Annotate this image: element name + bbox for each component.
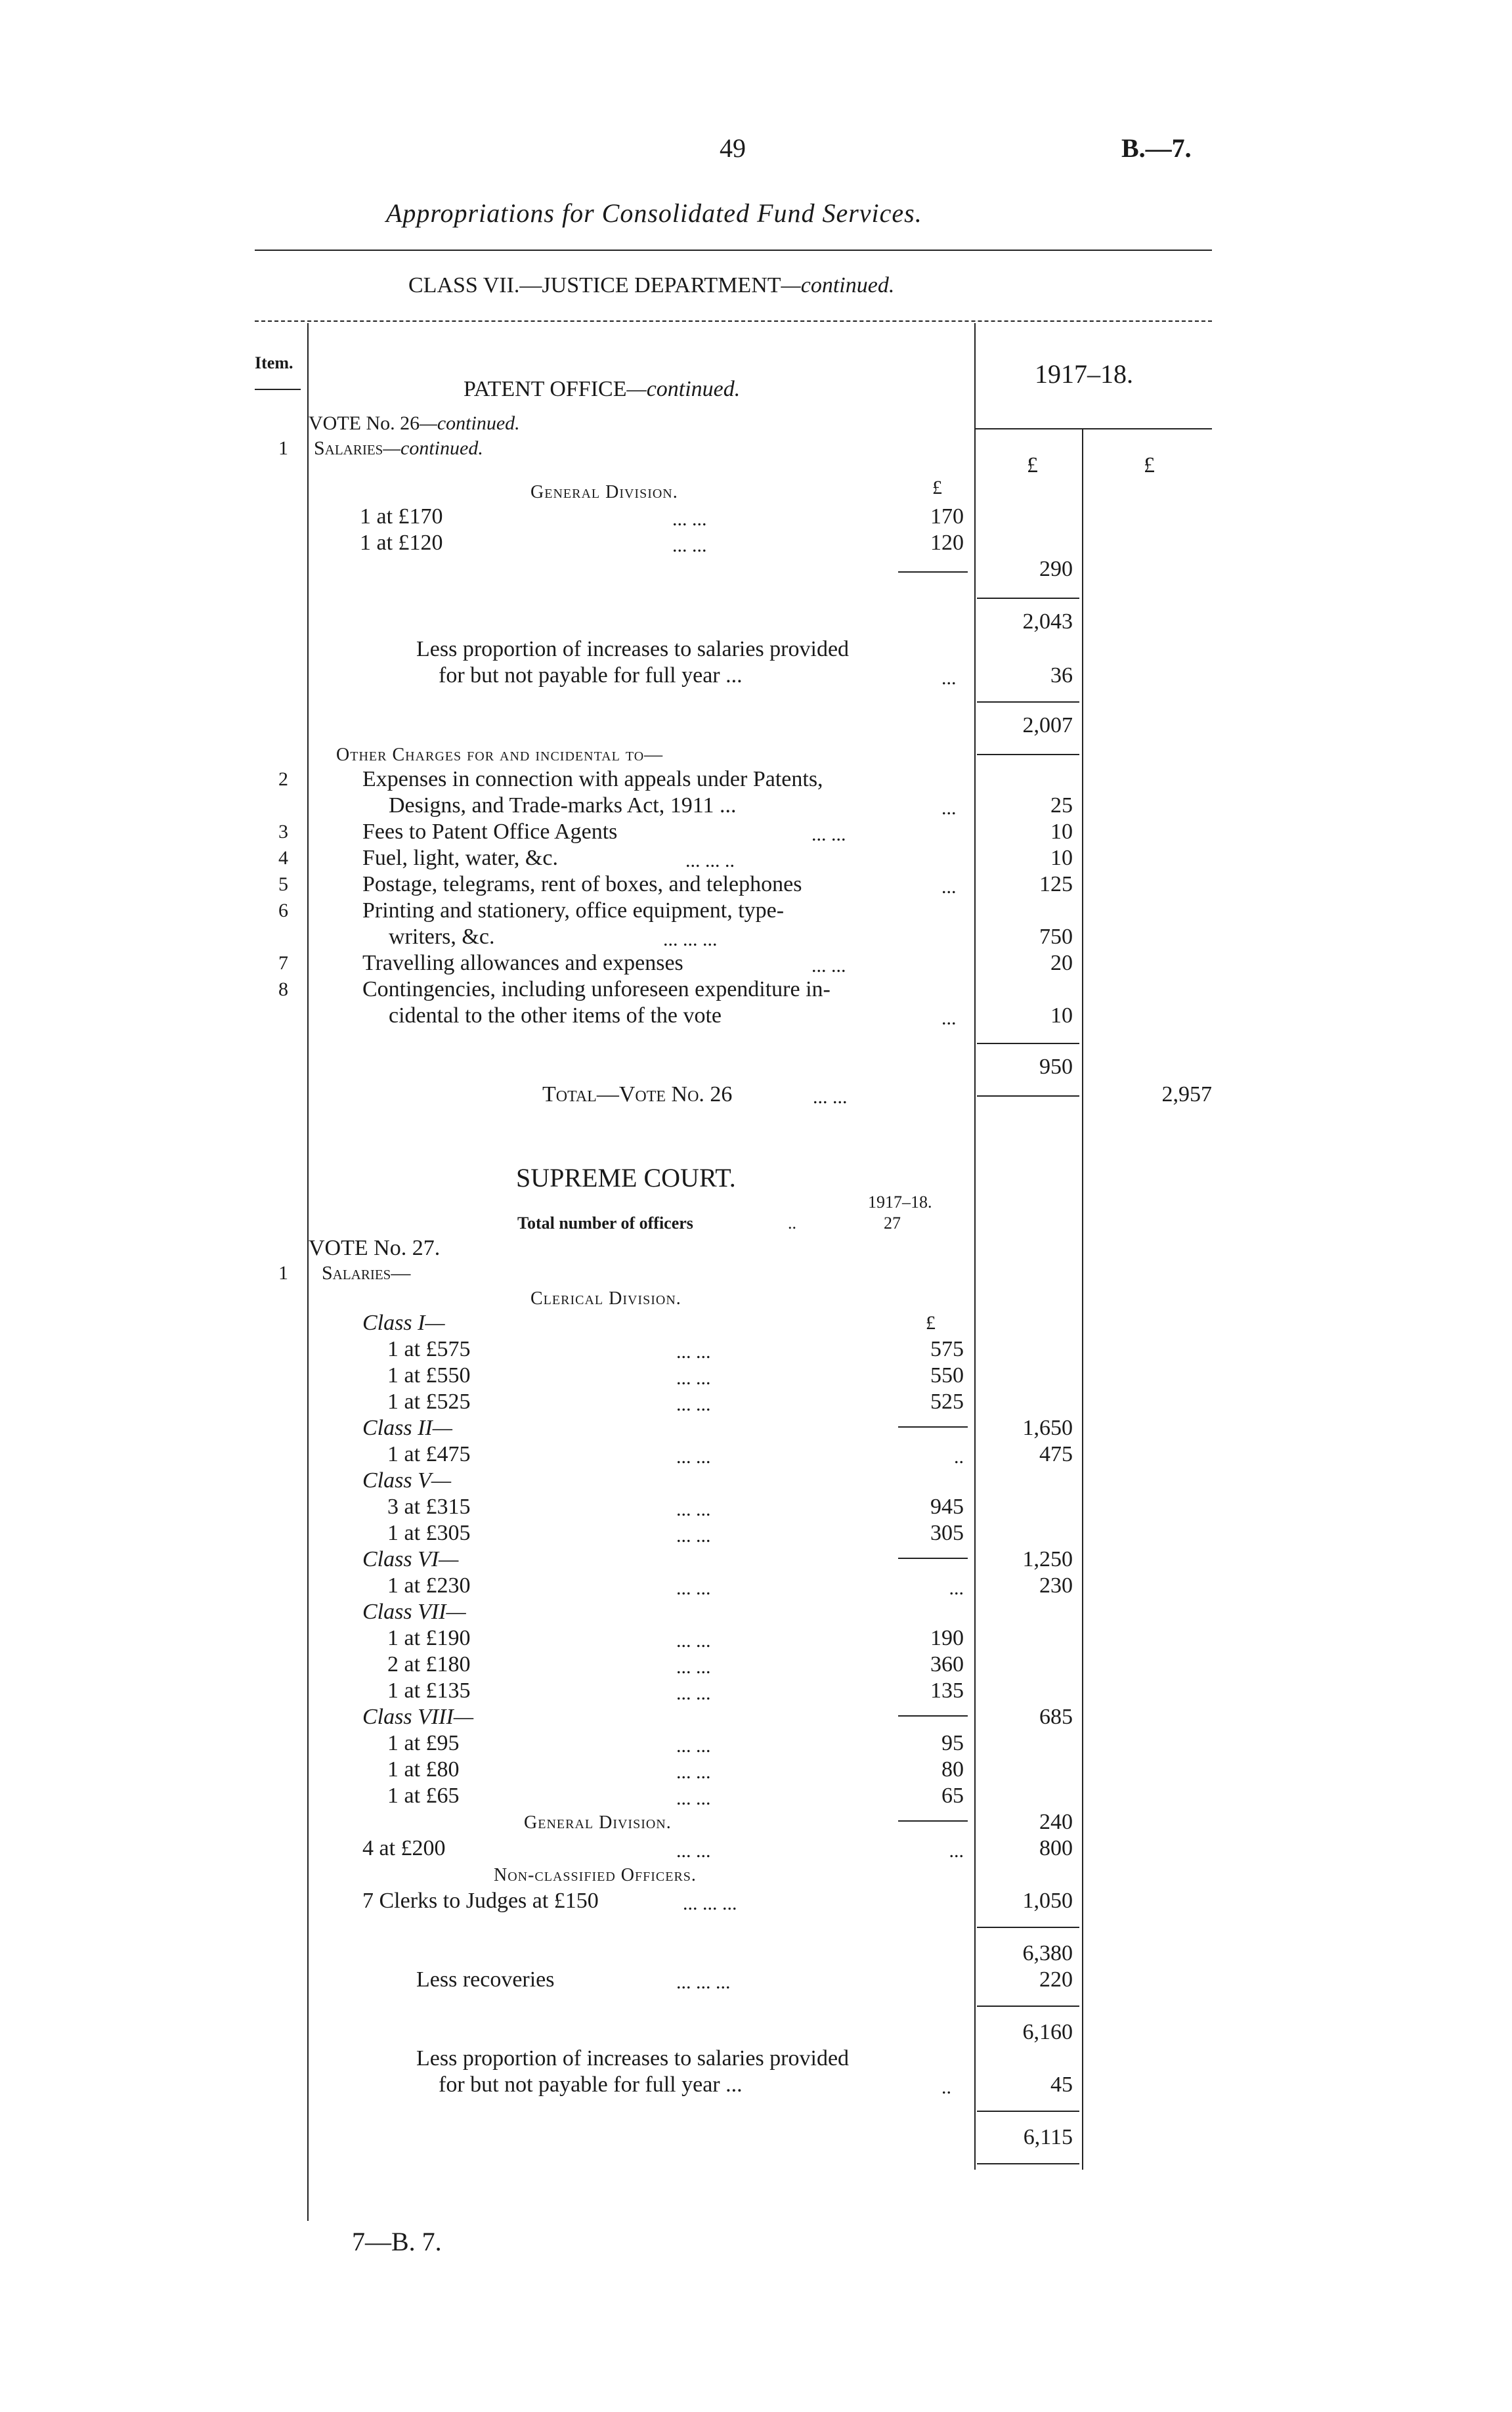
pound-sign: £ <box>926 1312 936 1334</box>
salaries-text: Salaries <box>314 437 383 459</box>
salary-row-label: 1 at £230 <box>387 1573 471 1598</box>
leader-dots: ... ... <box>672 535 707 556</box>
salary-row-label: 1 at £95 <box>387 1731 460 1755</box>
leader-dots: ... ... <box>676 1367 711 1389</box>
salary-row-label: 1 at £65 <box>387 1784 460 1808</box>
leader-dots: ... ... <box>676 1630 711 1652</box>
charge-line-2: writers, &c. <box>389 925 495 949</box>
item-column-divider <box>307 323 309 2221</box>
leader-dots: ... ... <box>676 1656 711 1678</box>
subtotal-rule <box>898 1426 968 1428</box>
charge-amount: 125 <box>1039 872 1073 896</box>
subtotal-rule <box>977 1043 1079 1044</box>
item-number: 7 <box>278 952 288 974</box>
less-recoveries-label: Less recoveries <box>416 1967 555 1992</box>
salary-row-amount: 550 <box>930 1363 964 1388</box>
leader-dots: ... ... <box>811 823 846 845</box>
leader-dots: ... ... <box>811 955 846 976</box>
officers-label: Total number of officers <box>517 1214 693 1233</box>
year-column-label: 1917–18. <box>1035 359 1133 389</box>
class-subtotal: 685 <box>1039 1705 1073 1729</box>
item-number: 8 <box>278 978 288 1000</box>
charge-line-1: Printing and stationery, office equipment, type- <box>362 898 785 923</box>
leader-dots: ... ... <box>676 1577 711 1599</box>
charge-line-1: Fuel, light, water, &c. <box>362 846 558 870</box>
charge-amount: 10 <box>1050 846 1073 870</box>
charges-total: 950 <box>1039 1055 1073 1079</box>
salary-row-label: 1 at £525 <box>387 1390 471 1414</box>
salary-row-label: 1 at £80 <box>387 1757 460 1782</box>
charge-line-1: Contingencies, including unforeseen expenditure in- <box>362 977 831 1001</box>
class-subtotal: 1,650 <box>1022 1416 1073 1440</box>
leader-dots: .. <box>941 2076 951 2098</box>
leader-dots: ... ... <box>676 1446 711 1468</box>
class-label: Class I— <box>362 1311 445 1335</box>
leader-dots: ... ... <box>672 508 707 530</box>
other-charges-heading: Other Charges for and incidental to— <box>336 745 664 765</box>
less-recoveries-amount: 220 <box>1039 1967 1073 1992</box>
officers-count: 27 <box>884 1214 901 1233</box>
salary-row-label: 1 at £475 <box>387 1442 471 1466</box>
leader-dots: ... ... <box>676 1840 711 1862</box>
item-number: 6 <box>278 900 288 921</box>
salary-row-label: 1 at £190 <box>387 1626 471 1650</box>
total-vote-26-text: Total—Vote No. 26 <box>542 1082 733 1107</box>
class-label: Class VI— <box>362 1547 459 1571</box>
charge-line-2: Designs, and Trade-marks Act, 1911 ... <box>389 793 737 818</box>
subtotal-rule <box>977 701 1079 703</box>
class-heading <box>408 274 894 297</box>
leader-dots: ... ... <box>676 1393 711 1415</box>
charge-amount: 10 <box>1050 1003 1073 1028</box>
salary-row-label: 1 at £550 <box>387 1363 471 1388</box>
salary-row-amount: 305 <box>930 1521 964 1545</box>
pound-sign: £ <box>932 477 942 498</box>
salary-row-label: 3 at £315 <box>387 1495 471 1519</box>
leader-dots: ... <box>941 797 957 819</box>
non-classified-heading: Non-classified Officers. <box>494 1865 697 1885</box>
patent-office-heading-text: PATENT OFFICE <box>464 377 627 401</box>
item-number: 3 <box>278 821 288 843</box>
leader-dots: ... ... <box>676 1682 711 1704</box>
subtotal-rule <box>898 1558 968 1559</box>
item-number: 2 <box>278 768 288 790</box>
salaries-continued-label <box>314 439 483 458</box>
leader-dots: ... ... <box>676 1735 711 1757</box>
salary-row-label: 2 at £180 <box>387 1652 471 1677</box>
leader-dots: ... ... ... <box>683 1893 737 1914</box>
title-rule <box>255 250 1212 251</box>
charge-amount: 750 <box>1039 925 1073 949</box>
subtotal-rule <box>977 598 1079 599</box>
leader-dots: ... ... ... <box>663 929 718 950</box>
salary-row-label: 1 at £135 <box>387 1678 471 1703</box>
class-label: Class VIII— <box>362 1705 474 1729</box>
less-proportion-line-1: Less proportion of increases to salaries provided <box>416 637 850 661</box>
salary-row-amount: 170 <box>930 504 964 529</box>
charge-amount: 20 <box>1050 951 1073 975</box>
leader-dots: ... <box>941 876 957 898</box>
salary-row-amount: 945 <box>930 1495 964 1519</box>
subtotal-rule <box>977 1095 1079 1097</box>
leader-dots: ... <box>941 667 957 689</box>
vote-26-label <box>309 414 520 433</box>
subtotal-amount: 290 <box>1039 557 1073 581</box>
charge-amount: 10 <box>1050 820 1073 844</box>
class-label: Class VII— <box>362 1600 466 1624</box>
subtotal-rule <box>977 2006 1079 2007</box>
general-division-heading: General Division. <box>524 1812 672 1833</box>
less-proportion-line-2: for but not payable for full year ... <box>439 663 743 688</box>
subtotal-rule <box>898 571 968 573</box>
pound-sign-col-b: £ <box>1144 453 1155 477</box>
amount-column-divider-right <box>1082 428 1083 2170</box>
amount-column-divider-left <box>974 323 976 2170</box>
vote-27-label: VOTE No. 27. <box>309 1236 441 1260</box>
general-division-heading: General Division. <box>530 482 678 502</box>
total-vote-26-amount: 2,957 <box>1161 1082 1212 1107</box>
salary-row-label: 1 at £170 <box>360 504 443 529</box>
item-number: 1 <box>278 437 288 459</box>
leader-dots: ... ... <box>676 1525 711 1546</box>
salary-row-label: 1 at £305 <box>387 1521 471 1545</box>
subtotal-rule <box>977 1927 1079 1928</box>
less-proportion-amount: 45 <box>1050 2072 1073 2097</box>
heading-rule <box>255 320 1212 322</box>
leader-dots: ... ... <box>676 1499 711 1520</box>
less-proportion-line-1: Less proportion of increases to salaries provided <box>416 2046 850 2071</box>
item-number: 1 <box>278 1262 288 1284</box>
less-proportion-amount: 36 <box>1050 663 1073 688</box>
salary-row-amount: 360 <box>930 1652 964 1677</box>
salary-row-amount: 120 <box>930 531 964 555</box>
total-amount: 2,043 <box>1022 609 1073 634</box>
charge-line-2: cidental to the other items of the vote <box>389 1003 722 1028</box>
salary-row-label: 1 at £575 <box>387 1337 471 1361</box>
charge-line-1: Expenses in connection with appeals under Patents, <box>362 767 823 791</box>
officers-year: 1917–18. <box>868 1193 932 1212</box>
leader-dots: ... <box>949 1840 964 1862</box>
patent-office-heading <box>464 378 740 401</box>
total-vote-26-label <box>542 1084 732 1106</box>
leader-dots: ... <box>949 1577 964 1599</box>
document-reference: B.—7. <box>1121 133 1192 163</box>
clerks-total: 1,050 <box>1022 1889 1073 1913</box>
class-subtotal: 240 <box>1039 1810 1073 1834</box>
class-label: Class V— <box>362 1468 452 1493</box>
leader-dots: ... ... ... <box>676 1971 731 1993</box>
charge-line-1: Postage, telegrams, rent of boxes, and telephones <box>362 872 802 896</box>
class-total: 230 <box>1039 1573 1073 1598</box>
subtotal-rule <box>977 754 1079 755</box>
page-number: 49 <box>720 133 746 163</box>
footer-signature: 7—B. 7. <box>352 2227 442 2256</box>
salary-row-amount: 65 <box>941 1784 964 1808</box>
charge-amount: 25 <box>1050 793 1073 818</box>
charge-line-1: Travelling allowances and expenses <box>362 951 683 975</box>
salary-row-amount: 80 <box>941 1757 964 1782</box>
class-label: Class II— <box>362 1416 452 1440</box>
leader-dots: ... <box>941 1007 957 1029</box>
leader-dots: ... ... <box>676 1787 711 1809</box>
subtotal-rule <box>898 1820 968 1822</box>
supreme-court-heading: SUPREME COURT. <box>516 1163 736 1193</box>
clerks-row-label: 7 Clerks to Judges at £150 <box>362 1889 599 1913</box>
leader-dots: ... ... <box>676 1341 711 1363</box>
salary-row-amount: 190 <box>930 1626 964 1650</box>
salaries-suffix: —continued. <box>383 437 483 459</box>
final-total-rule <box>977 2163 1079 2164</box>
leader-dots: ... ... .. <box>685 850 735 871</box>
salary-row-label: 1 at £120 <box>360 531 443 555</box>
salaries-label: Salaries— <box>322 1262 411 1284</box>
vote-26-suffix: —continued. <box>420 412 520 434</box>
charge-line-1: Fees to Patent Office Agents <box>362 820 618 844</box>
item-label-rule <box>255 389 301 390</box>
salary-row-amount: 135 <box>930 1678 964 1703</box>
class-subtotal: 1,250 <box>1022 1547 1073 1571</box>
salary-row-amount: 525 <box>930 1390 964 1414</box>
class-total: 475 <box>1039 1442 1073 1466</box>
less-proportion-line-2: for but not payable for full year ... <box>439 2072 743 2097</box>
item-number: 4 <box>278 847 288 869</box>
clerical-division-heading: Clerical Division. <box>530 1288 681 1309</box>
salary-row-amount: 95 <box>941 1731 964 1755</box>
leader-dots: .. <box>788 1214 796 1233</box>
sum-amount: 6,380 <box>1022 1941 1073 1965</box>
salary-row-amount: 575 <box>930 1337 964 1361</box>
final-total: 6,115 <box>1023 2125 1073 2149</box>
net-amount: 2,007 <box>1022 713 1073 737</box>
item-number: 5 <box>278 873 288 895</box>
leader-dots: .. <box>954 1446 964 1468</box>
vote-26-text: VOTE No. 26 <box>309 412 420 434</box>
year-label-rule <box>974 428 1212 429</box>
leader-dots: ... ... <box>676 1761 711 1783</box>
item-column-label: Item. <box>255 353 293 372</box>
net-amount: 6,160 <box>1022 2020 1073 2044</box>
general-division-total: 800 <box>1039 1836 1073 1860</box>
page-title: Appropriations for Consolidated Fund Services. <box>386 198 922 228</box>
subtotal-rule <box>898 1715 968 1717</box>
pound-sign-col-a: £ <box>1027 453 1038 477</box>
subtotal-rule <box>977 2111 1079 2112</box>
class-heading-text: CLASS VII.—JUSTICE DEPARTMENT <box>408 273 781 297</box>
salary-row-label: 4 at £200 <box>362 1836 446 1860</box>
class-heading-suffix: —continued. <box>781 273 895 297</box>
patent-office-heading-suffix: —continued. <box>626 377 741 401</box>
leader-dots: ... ... <box>813 1086 848 1108</box>
